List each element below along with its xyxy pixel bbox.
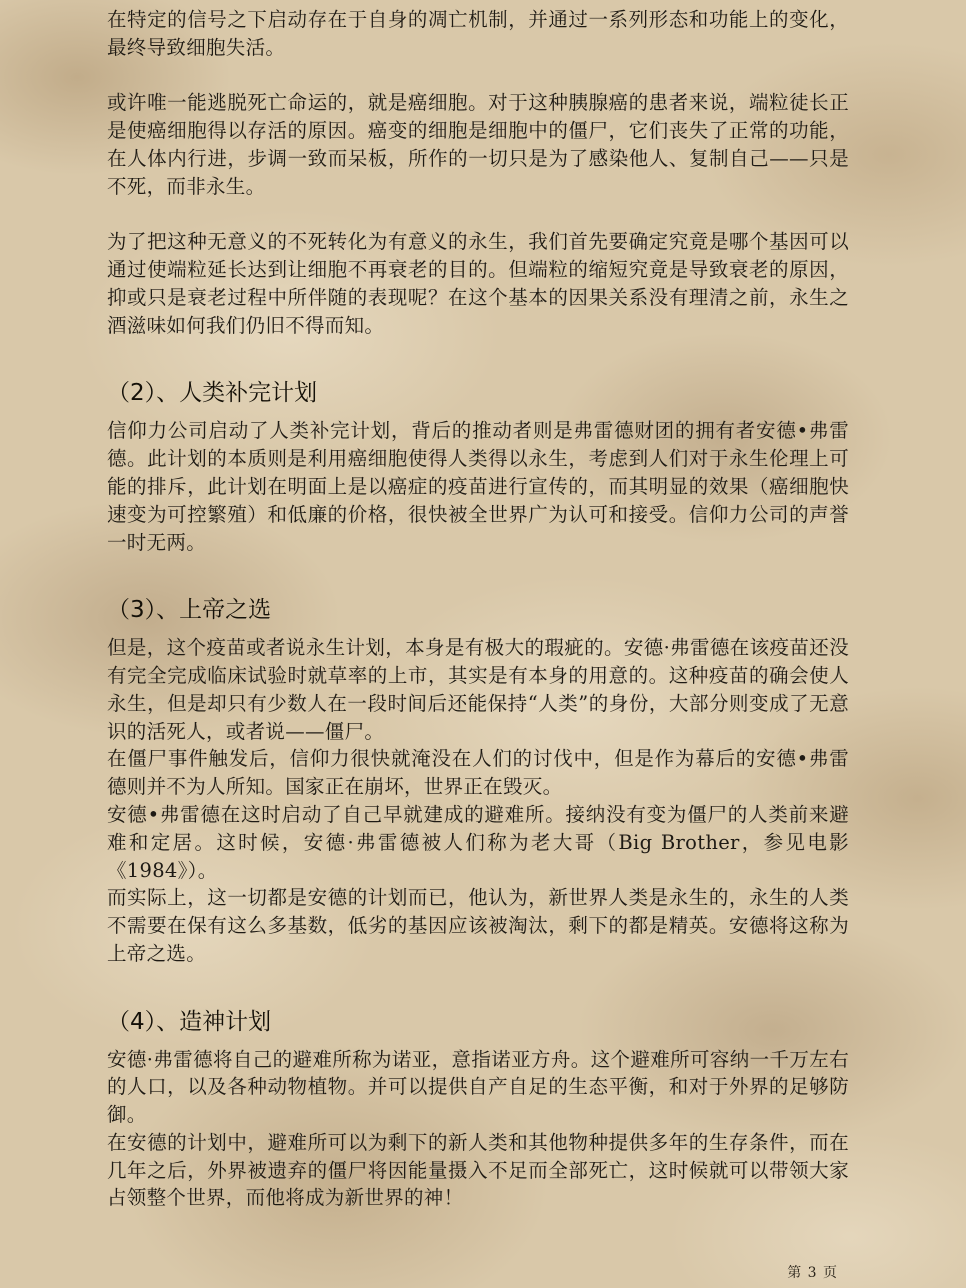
- section-heading-2: （2）、人类补完计划: [107, 380, 318, 407]
- page-number: 第 3 页: [787, 1265, 838, 1281]
- section-3-paragraph-4: 而实际上，这一切都是安德的计划而已，他认为，新世界人类是永生的，永生的人类不需要在保有这么多基数，低劣的基因应该被淘汰，剩下的都是精英。安德将这称为上帝之选。: [107, 886, 849, 965]
- paragraph-immortality: 为了把这种无意义的不死转化为有意义的永生，我们首先要确定究竟是哪个基因可以通过使端粒延长达到让细胞不再衰老的目的。但端粒的缩短究竟是导致衰老的原因，抑或只是衰老过程中所伴随的表现呢？在这个基本的因果关系没有理清之前，永生之酒滋味如何我们仍旧不得而知。: [107, 230, 849, 337]
- section-3-paragraph-3: 安德•弗雷德在这时启动了自己早就建成的避难所。接纳没有变为僵尸的人类前来避难和定居。这时候，安德·弗雷德被人们称为老大哥（Big Brother，参见电影《1984》）。: [107, 802, 849, 882]
- paragraph-spacer: [107, 62, 849, 90]
- paragraph-spacer: [107, 556, 849, 584]
- paragraph-cancer-cells: 或许唯一能逃脱死亡命运的，就是癌细胞。对于这种胰腺癌的患者来说，端粒徒长正是使癌细胞得以存活的原因。癌变的细胞是细胞中的僵尸，它们丧失了正常的功能，在人体内行进，步调一致而呆板，所作的一切只是为了感染他人、复制自己——只是不死，而非永生。: [107, 91, 849, 198]
- paragraph-spacer: [107, 201, 849, 229]
- section-heading-4: （4）、造神计划: [107, 1008, 272, 1035]
- paragraph-spacer: [107, 340, 849, 368]
- section-4-paragraph-1: 安德·弗雷德将自己的避难所称为诺亚，意指诺亚方舟。这个避难所可容纳一千万左右的人口，以及各种动物植物。并可以提供自产自足的生态平衡，和对于外界的足够防御。: [107, 1047, 849, 1127]
- section-3-paragraph-1: 但是，这个疫苗或者说永生计划，本身是有极大的瑕疵的。安德·弗雷德在该疫苗还没有完全完成临床试验时就草率的上市，其实是有本身的用意的。这种疫苗的确会使人永生，但是却只有少数人在一段时间后还能保持“人类”的身份，大部分则变成了无意识的活死人，或者说——僵尸。: [107, 636, 849, 743]
- section-heading-3: （3）、上帝之选: [107, 597, 272, 624]
- section-2-paragraph: 信仰力公司启动了人类补完计划，背后的推动者则是弗雷德财团的拥有者安德•弗雷德。此计划的本质则是利用癌细胞使得人类得以永生，考虑到人们对于永生伦理上可能的排斥，此计划在明面上是以癌症的疫苗进行宣传的，而其明显的效果（癌细胞快速变为可控繁殖）和低廉的价格，很快被全世界广为认可和接受。信仰力公司的声誉一时无两。: [107, 419, 849, 554]
- paragraph-spacer: [107, 968, 849, 996]
- paragraph-apoptosis: 在特定的信号之下启动存在于自身的凋亡机制，并通过一系列形态和功能上的变化，最终导致细胞失活。: [107, 8, 849, 59]
- document-page: [107, 6, 849, 1212]
- section-4-paragraph-2: 在安德的计划中，避难所可以为剩下的新人类和其他物种提供多年的生存条件，而在几年之后，外界被遗弃的僵尸将因能量摄入不足而全部死亡，这时候就可以带领大家占领整个世界，而他将成为新世界的神！: [107, 1130, 849, 1210]
- section-3-paragraph-2: 在僵尸事件触发后，信仰力很快就淹没在人们的讨伐中，但是作为幕后的安德•弗雷德则并不为人所知。国家正在崩坏，世界正在毁灭。: [107, 747, 849, 799]
